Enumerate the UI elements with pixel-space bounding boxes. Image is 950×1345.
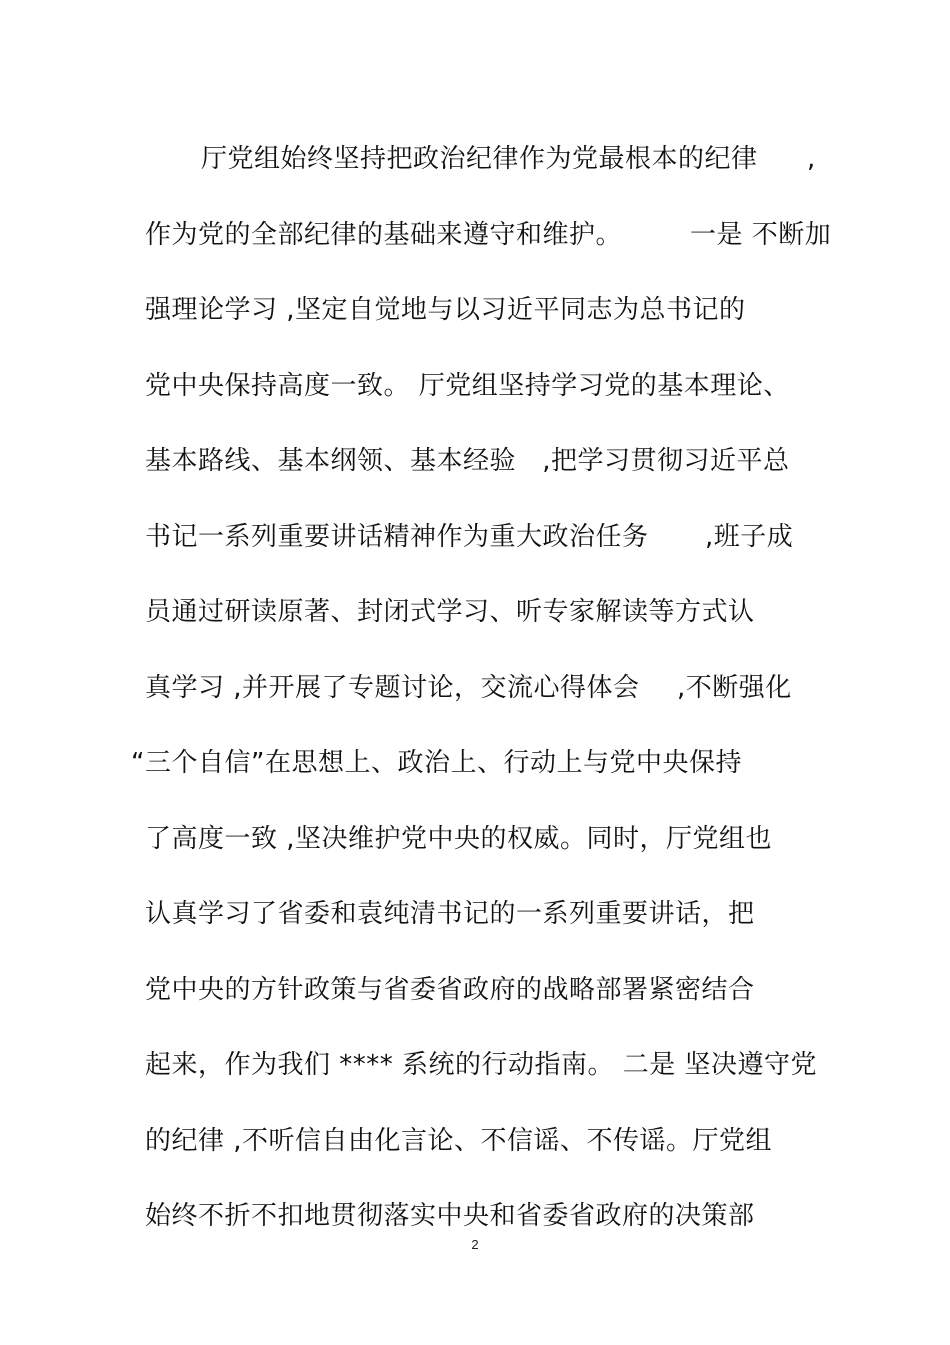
body-text — [131, 137, 832, 1270]
text-line-3: 强理论学习 ,坚定自觉地与以习近平同志为总书记的 — [145, 295, 746, 325]
text-line-1 — [145, 137, 825, 213]
page-number: 2 — [471, 1237, 479, 1252]
text-line-8 — [145, 666, 825, 742]
text-line-1-main: 厅党组始终坚持把政治纪律作为党最根本的纪律 — [201, 144, 758, 174]
text-line-8-main: 真学习 ,并开展了专题讨论，交流心得体会 — [145, 672, 640, 703]
text-line-11: 认真学习了省委和袁纯清书记的一系列重要讲话，把 — [145, 899, 755, 929]
text-line-9: “三个自信”在思想上、政治上、行动上与党中央保持 — [131, 748, 742, 778]
text-line-1-tail: , — [807, 144, 816, 174]
text-line-15: 始终不折不扣地贯彻落实中央和省委省政府的决策部 — [145, 1201, 755, 1231]
text-line-2-main: 作为党的全部纪律的基础来遵守和维护。 — [145, 219, 623, 250]
text-line-5: 基本路线、基本纲领、基本经验 ,把学习贯彻习近平总 — [145, 446, 790, 476]
text-line-10: 了高度一致 ,坚决维护党中央的权威。同时，厅党组也 — [145, 823, 773, 854]
text-line-8-tail: ,不断强化 — [677, 672, 792, 703]
text-line-6 — [145, 515, 825, 591]
text-line-4: 党中央保持高度一致。 厅党组坚持学习党的基本理论、 — [145, 370, 790, 401]
text-line-6-main: 书记一系列重要讲话精神作为重大政治任务 — [145, 521, 649, 552]
text-line-12: 党中央的方针政策与省委省政府的战略部署紧密结合 — [145, 974, 755, 1005]
text-line-6-tail: ,班子成 — [705, 521, 794, 552]
text-line-7: 员通过研读原著、封闭式学习、听专家解读等方式认 — [145, 597, 755, 627]
text-line-2-tail: 一是 不断加 — [690, 219, 832, 250]
text-line-14: 的纪律 ,不听信自由化言论、不信谣、不传谣。厅党组 — [145, 1125, 773, 1156]
text-line-13: 起来，作为我们 **** 系统的行动指南。 二是 坚决遵守党 — [145, 1050, 818, 1080]
text-line-2 — [145, 213, 832, 289]
